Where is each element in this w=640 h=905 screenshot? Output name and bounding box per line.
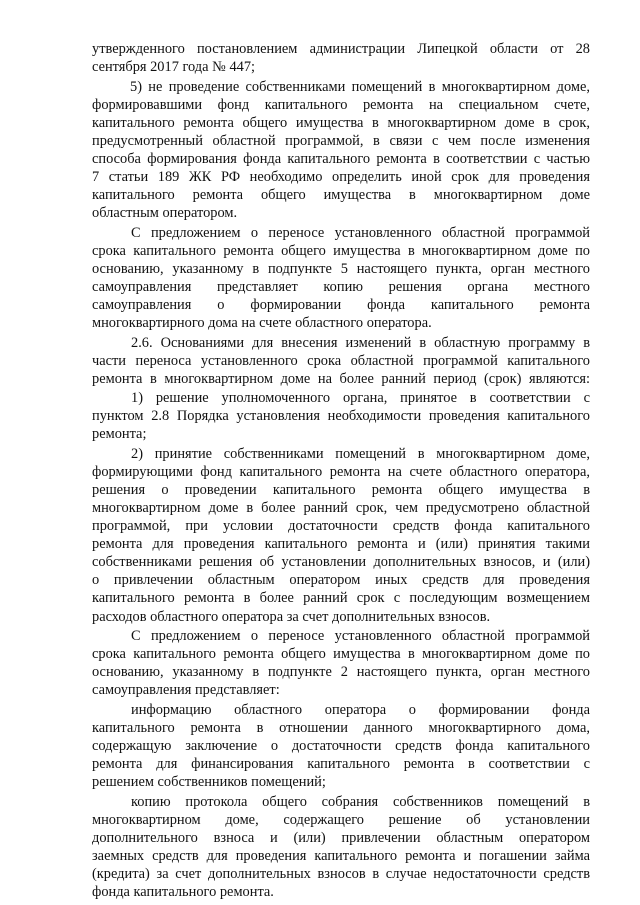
text-line: 2) принятие собственниками помещений в многоквартирном доме, (131, 445, 590, 462)
text-line: решения о проведении капитального ремонта общего имущества в (92, 482, 590, 499)
text-line: срока капитального ремонта общего имущества в многоквартирном доме по (92, 242, 590, 259)
text-line: ремонта для финансирования капитального ремонта в соответствии с (92, 756, 590, 773)
text-line: расходов областного оператора за счет дополнительных взносов. (92, 608, 491, 625)
text-line: С предложением о переносе установленного областной программой (131, 224, 590, 241)
text-line: областным оператором. (92, 205, 238, 222)
text-line: утвержденного постановлением администрации Липецкой области от 28 (92, 41, 590, 57)
text-line: 2.6. Основаниями для внесения изменений в областную программу в (131, 334, 590, 351)
text-line: способа формирования фонда капитального ремонта в соответствии с частью (92, 150, 590, 167)
text-line: самоуправления представляет копию решения органа местного (92, 278, 590, 295)
text-line: основанию, указанному в подпункте 5 настоящего пункта, орган местного (92, 260, 590, 277)
text-line: программой, при условии достаточности средств фонда капитального (92, 518, 590, 535)
text-line: копию протокола общего собрания собственников помещений в (131, 793, 590, 810)
text-line: формирующими фонд капитального ремонта на счете областного оператора, (92, 464, 590, 480)
text-line: формировавшими фонд капитального ремонта на специальном счете, (92, 96, 590, 113)
text-line: 1) решение уполномоченного органа, принятое в соответствии с (131, 390, 590, 407)
text-line: собственниками решения об установлении дополнительных взносов, и (или) (92, 554, 590, 571)
text-line: многоквартирного дома на счете областного оператора. (92, 314, 432, 331)
text-line: 5) не проведение собственниками помещений в многоквартирном доме, (130, 78, 590, 95)
text-line: ремонта; (92, 426, 147, 443)
text-line: части переноса установленного срока областной программой капитального (92, 352, 590, 369)
text-line: капитального ремонта в отношении данного многоквартирного дома, (92, 719, 590, 736)
text-line: дополнительного взноса и (или) привлечении областным оператором (92, 829, 590, 846)
text-line: заемных средств для проведения капитального ремонта и погашении займа (92, 847, 590, 864)
text-line: капитального ремонта общего имущества в многоквартирном доме в срок, (92, 114, 590, 131)
text-line: сентября 2017 года № 447; (92, 59, 256, 76)
text-line: предусмотренный областной программой, в связи с чем после изменения (92, 132, 590, 149)
text-line: самоуправления о формировании фонда капитального ремонта (92, 296, 590, 313)
text-line: капитального ремонта общего имущества в многоквартирном доме (92, 187, 590, 204)
text-line: многоквартирном доме в более ранний срок, чем предусмотрено областной (92, 500, 590, 517)
text-line: многоквартирном доме, содержащего решение об установлении (92, 811, 590, 828)
text-line: (кредита) за счет дополнительных взносов в случае недостаточности средств (92, 865, 590, 882)
text-line: основанию, указанному в подпункте 2 настоящего пункта, орган местного (92, 664, 590, 681)
text-line: решением собственников помещений; (92, 774, 326, 791)
text-line: 7 статьи 189 ЖК РФ необходимо определить иной срок для проведения (92, 168, 590, 185)
text-line: пунктом 2.8 Порядка установления необходимости проведения капитального (92, 408, 590, 425)
text-line: самоуправления представляет: (92, 682, 280, 699)
text-line: срока капитального ремонта общего имущества в многоквартирном доме по (92, 646, 590, 663)
text-line: С предложением о переносе установленного областной программой (131, 628, 590, 645)
text-line: о привлечении областным оператором иных средств для проведения (92, 572, 590, 589)
text-line: фонда капитального ремонта. (92, 884, 274, 900)
text-line: информацию областного оператора о формировании фонда (131, 701, 590, 718)
text-line: ремонта для проведения капитального ремонта и (или) принятия такими (92, 536, 590, 553)
text-line: содержащую заключение о достаточности средств фонда капитального (92, 737, 590, 754)
text-line: капитального ремонта в более ранний срок с последующим возмещением (92, 590, 590, 607)
text-line: ремонта в многоквартирном доме на более ранний период (срок) являются: (92, 370, 590, 387)
